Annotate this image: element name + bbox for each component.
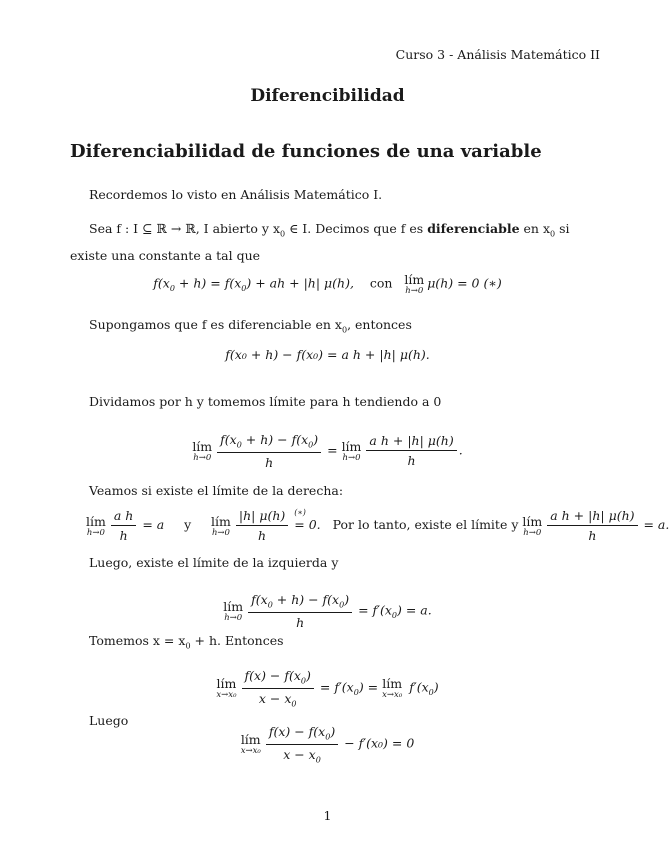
paragraph-right-limit bbox=[70, 480, 602, 501]
equation-4: lím h→0 $\frac{\text{a h}}{h}$ = a y lím h→0 $\frac{|h| \mu(h)}{h}$ (∗) = 0. Por lo tanto, existe el límite y lím h→0 $\frac{\text{a h + |h| μ(h)}}{h}$ = a. bbox=[86, 508, 669, 543]
paragraph-definition: Sea f : I ⊆ ℝ → ℝ, I abierto y $x_0$ ∈ I. Decimos que f es diferenciable en $x_0$ si existe una constante a tal que bbox=[70, 221, 570, 263]
paragraph-intro bbox=[70, 184, 602, 205]
definition-term: diferenciable bbox=[427, 221, 520, 236]
equation-6: lím x→x₀ $\frac{f(x) - f(x_0)}{x - x_0}$ = $f'(x_0)$ = lím x→x₀ $f'(x_0)$ bbox=[216, 668, 439, 708]
definition-text-1: Sea f : I ⊆ ℝ → ℝ, I abierto y x bbox=[89, 221, 281, 236]
paragraph-divide bbox=[70, 391, 602, 412]
section-title: Diferenciabilidad de funciones de una variable bbox=[70, 141, 542, 162]
equation-7-tail: − f′(x₀) = 0 bbox=[344, 735, 415, 751]
suppose-text-2: , entonces bbox=[347, 317, 412, 332]
substitute-text: Tomemos x = x bbox=[89, 633, 186, 648]
equation-1: $f(x_0 + h) = f(x_0)$ + ah + |h| μ(h), con lím h→0 μ(h) = 0 (∗) bbox=[153, 272, 502, 296]
paragraph-text: Recordemos lo visto en Análisis Matemático I. bbox=[89, 187, 383, 202]
equation-2: f(x₀ + h) − f(x₀) = a h + |h| μ(h). bbox=[225, 347, 430, 362]
definition-text-2: ∈ I. Decimos que f es bbox=[285, 221, 428, 236]
document-title: Diferencibilidad bbox=[250, 86, 405, 106]
paragraph-left-limit bbox=[70, 552, 602, 573]
definition-text-3: en x bbox=[519, 221, 550, 236]
divide-text: Dividamos por h y tomemos límite para h tendiendo a 0 bbox=[89, 394, 442, 409]
then-text: Luego bbox=[89, 713, 129, 728]
substitute-text-2: + h. Entonces bbox=[190, 633, 284, 648]
page-number: 1 bbox=[323, 808, 332, 823]
right-limit-text: Veamos si existe el límite de la derecha: bbox=[89, 483, 344, 498]
equation-5: lím h→0 $\frac{f(x_0 + h) - f(x_0)}{h}$ = $f'(x_0) = a$. bbox=[223, 592, 432, 630]
paragraph-substitute: Tomemos $x = x_0 + h$. Entonces bbox=[89, 633, 284, 651]
definition-text-4: si existe una constante a tal que bbox=[70, 221, 570, 263]
equation-3: lím h→0 $\frac{f(x_0 + h) - f(x_0)}{h}$ = lím h→0 $\frac{\text{a h + |h| μ(h)}}{h}$ . bbox=[192, 432, 463, 470]
equation-7: lím x→x₀ $\frac{f(x) - f(x_0)}{x - x_0}$ − f′(x₀) = 0 bbox=[240, 724, 415, 764]
suppose-text: Supongamos que f es diferenciable en x bbox=[89, 317, 342, 332]
course-header: Curso 3 - Análisis Matemático II bbox=[395, 47, 600, 62]
paragraph-suppose: Supongamos que f es diferenciable en $x_0$, entonces bbox=[89, 317, 412, 335]
left-limit-text: Luego, existe el límite de la izquierda y bbox=[89, 555, 339, 570]
